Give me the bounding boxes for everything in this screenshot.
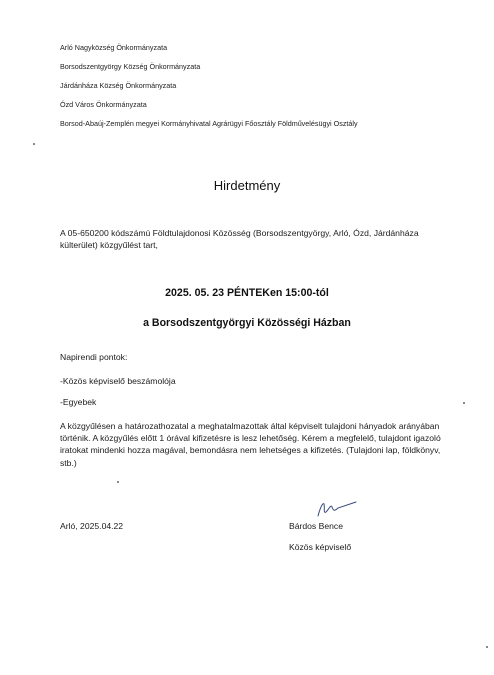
header-line-4: Ózd Város Önkormányzata	[60, 100, 147, 109]
body-paragraph: A közgyűlésen a határozathozatal a meghatalmazottak által képviselt tulajdoni hányadok arányában történik. A közgyűlés előtt 1 órával kifizetésre is lesz lehetőség. Kérem a megfelelő, tulajdont igazoló iratokat mindenki hozza magával, bemondásra nem lehetséges a kifizetés. (Tulajdoni lap, földkönyv, stb.)	[60, 421, 441, 468]
agenda-heading: Napirendi pontok:	[60, 352, 128, 362]
scan-speck	[33, 143, 35, 145]
header-line-3: Járdánháza Község Önkormányzata	[60, 81, 177, 90]
scan-speck	[117, 481, 119, 483]
event-date-line: 2025. 05. 23 PÉNTEKen 15:00-tól	[165, 287, 329, 299]
document-title: Hirdetmény	[213, 178, 281, 193]
header-line-5: Borsod-Abaúj-Zemplén megyei Kormányhivatal Agrárügyi Főosztály Földművelésügyi Osztály	[60, 119, 358, 128]
header-line-1: Arló Nagyközség Önkormányzata	[60, 43, 168, 52]
signer-name: Bárdos Bence	[289, 521, 343, 531]
agenda-item-2: -Egyebek	[60, 397, 97, 407]
scan-speck	[486, 646, 488, 648]
scan-speck	[463, 402, 465, 404]
intro-paragraph: A 05-650200 kódszámú Földtulajdonosi Közösség (Borsodszentgyörgy, Arló, Ózd, Járdánháza külterület) közgyűlést tart,	[60, 228, 419, 250]
signature-mark	[312, 498, 362, 520]
agenda-item-1: -Közös képviselő beszámolója	[60, 376, 176, 386]
event-place-line: a Borsodszentgyörgyi Közösségi Házban	[143, 317, 351, 329]
signer-role: Közös képviselő	[289, 542, 352, 552]
header-line-2: Borsodszentgyörgy Község Önkormányzata	[60, 62, 201, 71]
place-date: Arló, 2025.04.22	[60, 521, 124, 531]
